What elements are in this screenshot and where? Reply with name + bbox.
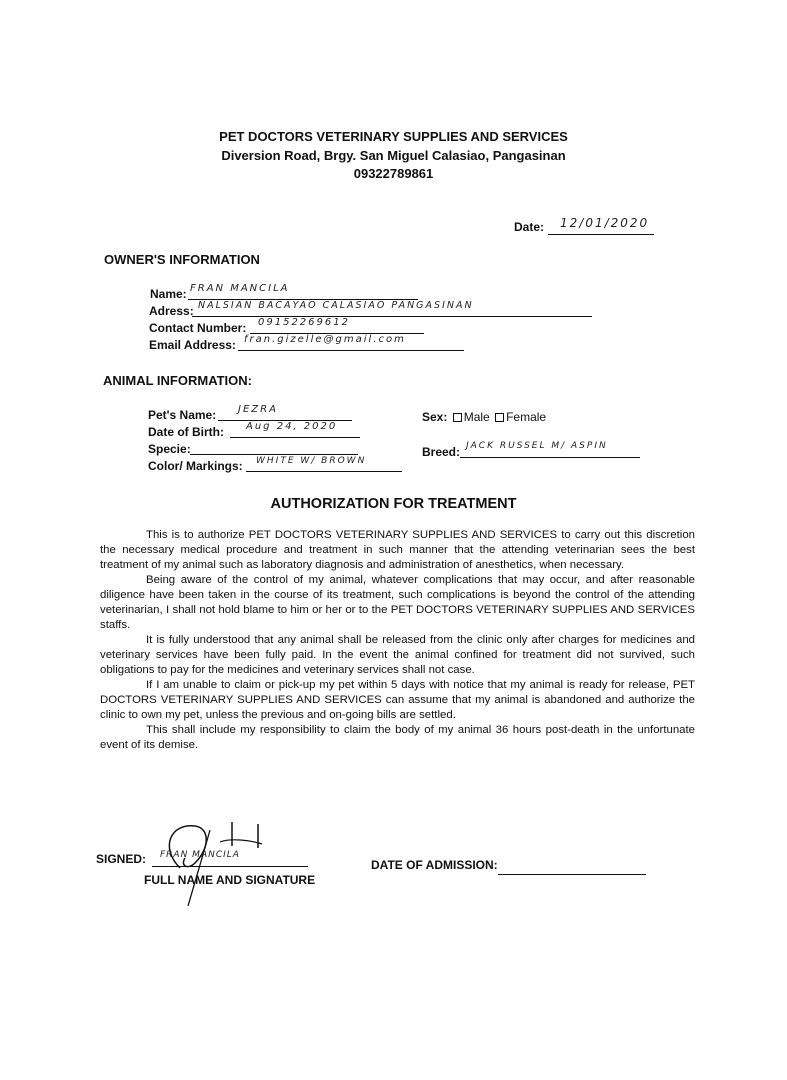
authorization-body: [100, 528, 695, 753]
owner-contact-value: 09152269612: [258, 317, 350, 328]
business-address: Diversion Road, Brgy. San Miguel Calasiao, Pangasinan: [221, 148, 566, 163]
sex-label: Sex:: [422, 410, 448, 424]
male-checkbox[interactable]: [453, 413, 462, 422]
specie-underline: [190, 454, 358, 455]
dob-underline: [230, 437, 360, 438]
breed-label: Breed:: [422, 445, 461, 459]
signature-caption: FULL NAME AND SIGNATURE: [144, 873, 316, 887]
authorization-title: AUTHORIZATION FOR TREATMENT: [270, 496, 517, 512]
paragraph-5: This shall include my responsibility to claim the body of my animal 36 hours post-death in the unfortunate event of its demise.: [100, 724, 695, 751]
signed-name-value: FRAN MANCILA: [160, 850, 240, 860]
dob-label: Date of Birth:: [148, 425, 224, 439]
owner-name-label: Name:: [150, 287, 187, 301]
breed-value: JACK RUSSEL M/ ASPIN: [466, 441, 608, 451]
specie-label: Specie:: [148, 442, 191, 456]
owner-address-label: Adress:: [149, 304, 194, 318]
owner-section-title: OWNER'S INFORMATION: [104, 252, 260, 267]
breed-underline: [460, 457, 640, 458]
owner-address-underline: [192, 316, 592, 317]
owner-name-value: FRAN MANCILA: [190, 283, 290, 294]
owner-contact-label: Contact Number:: [149, 321, 247, 335]
male-option-label: Male: [463, 410, 490, 424]
animal-section-title: ANIMAL INFORMATION:: [103, 373, 252, 388]
handwritten-signature: [140, 818, 310, 908]
date-label: Date:: [514, 220, 545, 234]
paragraph-1: This is to authorize PET DOCTORS VETERINARY SUPPLIES AND SERVICES to carry out this discretion the necessary medical procedure and treatment in such manner that the attending veterinarian sees the best treatment of my animal such as laboratory diagnosis and administration of anesthetics, when necessary.: [100, 529, 695, 571]
color-underline: [246, 471, 402, 472]
color-value: WHITE W/ BROWN: [256, 456, 367, 466]
signed-underline: [152, 866, 308, 867]
paragraph-3: It is fully understood that any animal shall be released from the clinic only after charges for medicines and veterinary services have been fully paid. In the event the animal confined for treatment did not survived, such obligations to pay for the medicines and veterinary services shall not case.: [100, 634, 695, 676]
pet-name-value: JEZRA: [238, 404, 278, 415]
sex-field: [422, 410, 546, 424]
female-checkbox[interactable]: [495, 413, 504, 422]
signed-label: SIGNED:: [96, 852, 147, 866]
owner-email-label: Email Address:: [149, 338, 236, 352]
paragraph-2: Being aware of the control of my animal, whatever complications that may occur, and after reasonable diligence have been taken in the course of its treatment, such complications is beyond the control of the attending veterinarian, I shall not hold blame to him or her or to the PET DOCTORS VETERINARY SUPPLIES AND SERVICES staffs.: [100, 574, 695, 631]
paragraph-4: If I am unable to claim or pick-up my pet within 5 days with notice that my animal is ready for release, PET DOCTORS VETERINARY SUPPLIES AND SERVICES can assume that my animal is abandoned and authorize the clinic to own my pet, unless the previous and on-going bills are settled.: [100, 679, 695, 721]
female-option-label: Female: [506, 410, 547, 424]
date-value: 12/01/2020: [560, 216, 650, 230]
dob-value: Aug 24, 2020: [246, 421, 338, 432]
owner-address-value: NALSIAN BACAYAO CALASIAO PANGASINAN: [198, 300, 474, 311]
admission-date-underline[interactable]: [498, 874, 646, 875]
color-label: Color/ Markings:: [148, 459, 243, 473]
owner-email-underline: [238, 350, 464, 351]
business-phone: 09322789861: [353, 166, 434, 181]
admission-date-label: DATE OF ADMISSION:: [371, 858, 498, 872]
date-underline: [548, 234, 654, 235]
owner-email-value: fran.gizelle@gmail.com: [244, 334, 406, 345]
pet-name-label: Pet's Name:: [148, 408, 217, 422]
business-name: PET DOCTORS VETERINARY SUPPLIES AND SERVICES: [219, 129, 568, 144]
